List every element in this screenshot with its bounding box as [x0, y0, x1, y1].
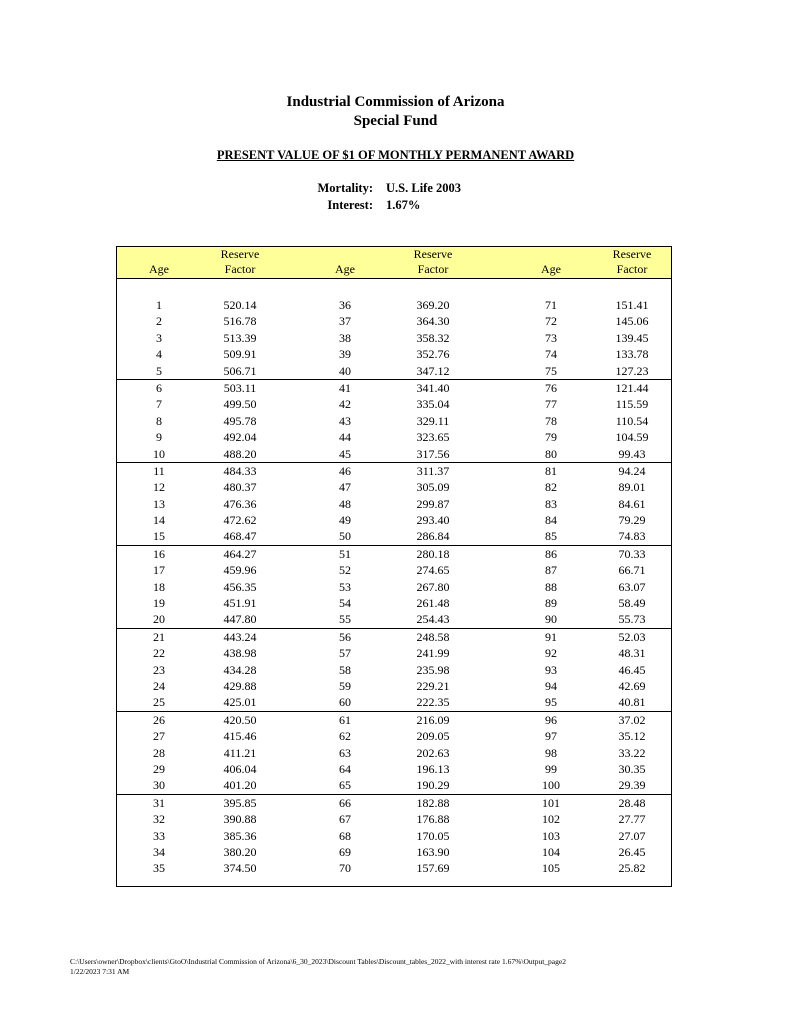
footer-file-path: C:\Users\owner\Dropbox\clients\GtoO\Industrial Commission of Arizona\6_30_2023\Discount Tables\Discount_tables_2022_with interest rate 1.67%\Output_page2 [70, 957, 566, 966]
reserve-factor-cell: 222.35 [416, 695, 450, 710]
age-cell: 33 [153, 828, 165, 843]
age-cell: 73 [545, 330, 557, 345]
age-cell: 69 [339, 844, 351, 859]
reserve-factor-table [116, 246, 672, 887]
reserve-factor-cell: 229.21 [416, 678, 450, 693]
reserve-factor-cell: 335.04 [416, 397, 450, 412]
reserve-factor-cell: 104.59 [615, 430, 649, 445]
reserve-factor-cell: 411.21 [223, 745, 257, 760]
age-cell: 22 [153, 646, 165, 661]
age-cell: 51 [339, 546, 351, 561]
reserve-factor-cell: 472.62 [223, 513, 257, 528]
table-row [117, 777, 671, 794]
reserve-factor-cell: 520.14 [223, 298, 257, 312]
reserve-factor-cell: 170.05 [416, 828, 450, 843]
reserve-factor-cell: 55.73 [618, 612, 646, 627]
col-header-factor-1: Factor [224, 262, 256, 276]
age-cell: 6 [156, 380, 162, 395]
reserve-factor-cell: 151.41 [615, 298, 649, 312]
reserve-factor-cell: 406.04 [223, 761, 257, 776]
interest-label: Interest: [327, 198, 373, 212]
table-row [117, 446, 671, 463]
col-header-age-1: Age [149, 262, 169, 276]
age-cell: 58 [339, 662, 351, 677]
table-row [117, 512, 671, 528]
table-header [117, 247, 671, 279]
reserve-factor-cell: 499.50 [223, 397, 257, 412]
age-cell: 53 [339, 579, 351, 594]
reserve-factor-cell: 182.88 [416, 795, 450, 810]
reserve-factor-cell: 35.12 [618, 729, 646, 744]
table-row [117, 860, 671, 876]
age-cell: 26 [153, 712, 165, 727]
age-cell: 18 [153, 579, 165, 594]
reserve-factor-cell: 484.33 [223, 463, 257, 478]
table-row [117, 595, 671, 611]
age-cell: 10 [153, 446, 165, 461]
table-row [117, 463, 671, 479]
age-cell: 40 [339, 363, 351, 378]
reserve-factor-cell: 190.29 [416, 778, 450, 793]
age-cell: 16 [153, 546, 165, 561]
mortality-label: Mortality: [317, 181, 373, 195]
age-cell: 54 [339, 596, 351, 611]
age-cell: 4 [156, 347, 162, 362]
reserve-factor-cell: 447.80 [223, 612, 257, 627]
age-cell: 87 [545, 563, 557, 578]
age-cell: 86 [545, 546, 557, 561]
footer-timestamp: 1/22/2023 7:31 AM [70, 967, 130, 976]
reserve-factor-cell: 286.84 [416, 529, 450, 544]
reserve-factor-cell: 26.45 [618, 844, 646, 859]
age-cell: 19 [153, 596, 165, 611]
reserve-factor-cell: 157.69 [416, 861, 450, 876]
table-row [117, 728, 671, 744]
table-row [117, 828, 671, 844]
age-cell: 8 [156, 413, 162, 428]
reserve-factor-cell: 434.28 [223, 662, 257, 677]
reserve-factor-cell: 380.20 [223, 844, 257, 859]
reserve-factor-cell: 115.59 [615, 397, 649, 412]
age-cell: 25 [153, 695, 165, 710]
col-header-age-2: Age [335, 262, 355, 276]
age-cell: 52 [339, 563, 351, 578]
age-cell: 46 [339, 463, 351, 478]
age-cell: 29 [153, 761, 165, 776]
age-cell: 97 [545, 729, 557, 744]
table-row [117, 330, 671, 346]
reserve-factor-cell: 299.87 [416, 496, 450, 511]
reserve-factor-cell: 79.29 [618, 513, 646, 528]
age-cell: 96 [545, 712, 557, 727]
age-cell: 93 [545, 662, 557, 677]
age-cell: 3 [156, 330, 162, 345]
reserve-factor-cell: 121.44 [615, 380, 649, 395]
age-cell: 92 [545, 646, 557, 661]
reserve-factor-cell: 456.35 [223, 579, 257, 594]
age-cell: 63 [339, 745, 351, 760]
table-row [117, 611, 671, 628]
table-row [117, 313, 671, 329]
reserve-factor-cell: 25.82 [618, 861, 646, 876]
reserve-factor-cell: 317.56 [416, 446, 450, 461]
col-header-factor-2: Factor [417, 262, 449, 276]
reserve-factor-cell: 429.88 [223, 678, 257, 693]
reserve-factor-cell: 420.50 [223, 712, 257, 727]
table-row [117, 380, 671, 396]
table-row [117, 396, 671, 412]
reserve-factor-cell: 84.61 [618, 496, 646, 511]
reserve-factor-cell: 401.20 [223, 778, 257, 793]
reserve-factor-cell: 347.12 [416, 363, 450, 378]
reserve-factor-cell: 241.99 [416, 646, 450, 661]
reserve-factor-cell: 58.49 [618, 596, 646, 611]
age-cell: 62 [339, 729, 351, 744]
reserve-factor-cell: 28.48 [618, 795, 646, 810]
age-cell: 76 [545, 380, 557, 395]
age-cell: 7 [156, 397, 162, 412]
reserve-factor-cell: 323.65 [416, 430, 450, 445]
reserve-factor-cell: 176.88 [416, 812, 450, 827]
age-cell: 30 [153, 778, 165, 793]
table-row [117, 479, 671, 495]
age-cell: 94 [545, 678, 557, 693]
reserve-factor-cell: 506.71 [223, 363, 257, 378]
table-row [117, 413, 671, 429]
reserve-factor-cell: 33.22 [618, 745, 646, 760]
age-cell: 45 [339, 446, 351, 461]
reserve-factor-cell: 66.71 [618, 563, 646, 578]
reserve-factor-cell: 390.88 [223, 812, 257, 827]
reserve-factor-cell: 503.11 [223, 380, 257, 395]
reserve-factor-cell: 395.85 [223, 795, 257, 810]
reserve-factor-cell: 280.18 [416, 546, 450, 561]
age-cell: 98 [545, 745, 557, 760]
reserve-factor-cell: 329.11 [416, 413, 450, 428]
age-cell: 90 [545, 612, 557, 627]
age-cell: 34 [153, 844, 165, 859]
table-row [117, 844, 671, 860]
reserve-factor-cell: 40.81 [618, 695, 646, 710]
reserve-factor-cell: 52.03 [618, 629, 646, 644]
age-cell: 82 [545, 480, 557, 495]
reserve-factor-cell: 37.02 [618, 712, 646, 727]
table-row [117, 496, 671, 512]
reserve-factor-cell: 274.65 [416, 563, 450, 578]
reserve-factor-cell: 480.37 [223, 480, 257, 495]
document-subtitle-fund: Special Fund [353, 113, 438, 129]
reserve-factor-cell: 293.40 [416, 513, 450, 528]
reserve-factor-cell: 459.96 [223, 563, 257, 578]
reserve-factor-cell: 248.58 [416, 629, 450, 644]
table-row [117, 363, 671, 380]
age-cell: 71 [545, 298, 557, 312]
age-cell: 2 [156, 314, 162, 329]
age-cell: 13 [153, 496, 165, 511]
reserve-factor-cell: 46.45 [618, 662, 646, 677]
reserve-factor-cell: 425.01 [223, 695, 257, 710]
col-header-age-3: Age [541, 262, 561, 276]
age-cell: 12 [153, 480, 165, 495]
age-cell: 32 [153, 812, 165, 827]
age-cell: 100 [542, 778, 560, 793]
table-row [117, 678, 671, 694]
reserve-factor-cell: 369.20 [416, 298, 450, 312]
reserve-factor-cell: 74.83 [618, 529, 646, 544]
age-cell: 5 [156, 363, 162, 378]
age-cell: 79 [545, 430, 557, 445]
age-cell: 31 [153, 795, 165, 810]
reserve-factor-cell: 48.31 [618, 646, 646, 661]
age-cell: 23 [153, 662, 165, 677]
reserve-factor-cell: 509.91 [223, 347, 257, 362]
reserve-factor-cell: 99.43 [618, 446, 646, 461]
age-cell: 48 [339, 496, 351, 511]
age-cell: 91 [545, 629, 557, 644]
reserve-factor-cell: 27.77 [618, 812, 646, 827]
reserve-factor-cell: 70.33 [618, 546, 646, 561]
age-cell: 81 [545, 463, 557, 478]
reserve-factor-cell: 29.39 [618, 778, 646, 793]
reserve-factor-cell: 261.48 [416, 596, 450, 611]
age-cell: 105 [542, 861, 560, 876]
reserve-factor-cell: 196.13 [416, 761, 450, 776]
reserve-factor-cell: 513.39 [223, 330, 257, 345]
age-cell: 66 [339, 795, 351, 810]
reserve-factor-cell: 305.09 [416, 480, 450, 495]
age-cell: 61 [339, 712, 351, 727]
reserve-factor-cell: 516.78 [223, 314, 257, 329]
age-cell: 36 [339, 298, 351, 312]
reserve-factor-cell: 468.47 [223, 529, 257, 544]
age-cell: 56 [339, 629, 351, 644]
table-row [117, 662, 671, 678]
table-row [117, 629, 671, 645]
reserve-factor-cell: 385.36 [223, 828, 257, 843]
age-cell: 74 [545, 347, 557, 362]
age-cell: 42 [339, 397, 351, 412]
age-cell: 35 [153, 861, 165, 876]
reserve-factor-cell: 443.24 [223, 629, 257, 644]
reserve-factor-cell: 358.32 [416, 330, 450, 345]
age-cell: 77 [545, 397, 557, 412]
age-cell: 70 [339, 861, 351, 876]
reserve-factor-cell: 415.46 [223, 729, 257, 744]
reserve-factor-cell: 364.30 [416, 314, 450, 329]
table-row [117, 761, 671, 777]
age-cell: 104 [542, 844, 560, 859]
table-row [117, 579, 671, 595]
reserve-factor-cell: 374.50 [223, 861, 257, 876]
interest-value: 1.67% [386, 198, 421, 212]
col-header-reserve-2: Reserve [413, 247, 453, 261]
age-cell: 57 [339, 646, 351, 661]
age-cell: 9 [156, 430, 162, 445]
table-row [117, 346, 671, 362]
age-cell: 28 [153, 745, 165, 760]
table-row [117, 795, 671, 811]
age-cell: 68 [339, 828, 351, 843]
table-row [117, 546, 671, 562]
age-cell: 67 [339, 812, 351, 827]
age-cell: 80 [545, 446, 557, 461]
age-cell: 88 [545, 579, 557, 594]
age-cell: 11 [153, 463, 165, 478]
age-cell: 17 [153, 563, 165, 578]
reserve-factor-cell: 254.43 [416, 612, 450, 627]
age-cell: 83 [545, 496, 557, 511]
table-row [117, 745, 671, 761]
reserve-factor-cell: 476.36 [223, 496, 257, 511]
age-cell: 37 [339, 314, 351, 329]
reserve-factor-cell: 267.80 [416, 579, 450, 594]
table-row [117, 562, 671, 578]
age-cell: 50 [339, 529, 351, 544]
reserve-factor-cell: 216.09 [416, 712, 450, 727]
age-cell: 72 [545, 314, 557, 329]
age-cell: 41 [339, 380, 351, 395]
reserve-factor-cell: 30.35 [618, 761, 646, 776]
reserve-factor-cell: 464.27 [223, 546, 257, 561]
reserve-factor-cell: 352.76 [416, 347, 450, 362]
age-cell: 44 [339, 430, 351, 445]
age-cell: 85 [545, 529, 557, 544]
age-cell: 65 [339, 778, 351, 793]
table-body [117, 297, 671, 877]
table-row [117, 528, 671, 545]
age-cell: 1 [156, 298, 162, 312]
table-row [117, 645, 671, 661]
age-cell: 60 [339, 695, 351, 710]
age-cell: 49 [339, 513, 351, 528]
reserve-factor-cell: 89.01 [618, 480, 646, 495]
age-cell: 43 [339, 413, 351, 428]
reserve-factor-cell: 133.78 [615, 347, 649, 362]
table-row [117, 712, 671, 728]
age-cell: 95 [545, 695, 557, 710]
age-cell: 47 [339, 480, 351, 495]
age-cell: 89 [545, 596, 557, 611]
mortality-value: U.S. Life 2003 [386, 181, 461, 195]
age-cell: 24 [153, 678, 165, 693]
reserve-factor-cell: 145.06 [615, 314, 649, 329]
table-row [117, 811, 671, 827]
col-header-factor-3: Factor [616, 262, 648, 276]
reserve-factor-cell: 63.07 [618, 579, 646, 594]
reserve-factor-cell: 94.24 [618, 463, 646, 478]
age-cell: 20 [153, 612, 165, 627]
reserve-factor-cell: 495.78 [223, 413, 257, 428]
reserve-factor-cell: 127.23 [615, 363, 649, 378]
age-cell: 99 [545, 761, 557, 776]
reserve-factor-cell: 42.69 [618, 678, 646, 693]
document-title: Industrial Commission of Arizona [286, 94, 505, 110]
reserve-factor-cell: 139.45 [615, 330, 649, 345]
age-cell: 55 [339, 612, 351, 627]
age-cell: 103 [542, 828, 560, 843]
table-heading: PRESENT VALUE OF $1 OF MONTHLY PERMANENT AWARD [216, 148, 575, 162]
reserve-factor-cell: 451.91 [223, 596, 257, 611]
age-cell: 78 [545, 413, 557, 428]
reserve-factor-cell: 492.04 [223, 430, 257, 445]
age-cell: 102 [542, 812, 560, 827]
reserve-factor-cell: 202.63 [416, 745, 450, 760]
col-header-reserve-1: Reserve [220, 247, 260, 261]
reserve-factor-cell: 341.40 [416, 380, 450, 395]
age-cell: 64 [339, 761, 351, 776]
reserve-factor-cell: 438.98 [223, 646, 257, 661]
reserve-factor-cell: 110.54 [615, 413, 649, 428]
reserve-factor-cell: 311.37 [416, 463, 450, 478]
age-cell: 84 [545, 513, 557, 528]
age-cell: 14 [153, 513, 165, 528]
age-cell: 59 [339, 678, 351, 693]
age-cell: 39 [339, 347, 351, 362]
col-header-reserve-3: Reserve [612, 247, 652, 261]
reserve-factor-cell: 488.20 [223, 446, 257, 461]
reserve-factor-cell: 163.90 [416, 844, 450, 859]
reserve-factor-cell: 235.98 [416, 662, 450, 677]
table-row [117, 297, 671, 313]
table-row [117, 429, 671, 445]
age-cell: 15 [153, 529, 165, 544]
reserve-factor-cell: 27.07 [618, 828, 646, 843]
age-cell: 101 [542, 795, 560, 810]
age-cell: 27 [153, 729, 165, 744]
age-cell: 38 [339, 330, 351, 345]
reserve-factor-cell: 209.05 [416, 729, 450, 744]
age-cell: 75 [545, 363, 557, 378]
age-cell: 21 [153, 629, 165, 644]
table-row [117, 694, 671, 711]
